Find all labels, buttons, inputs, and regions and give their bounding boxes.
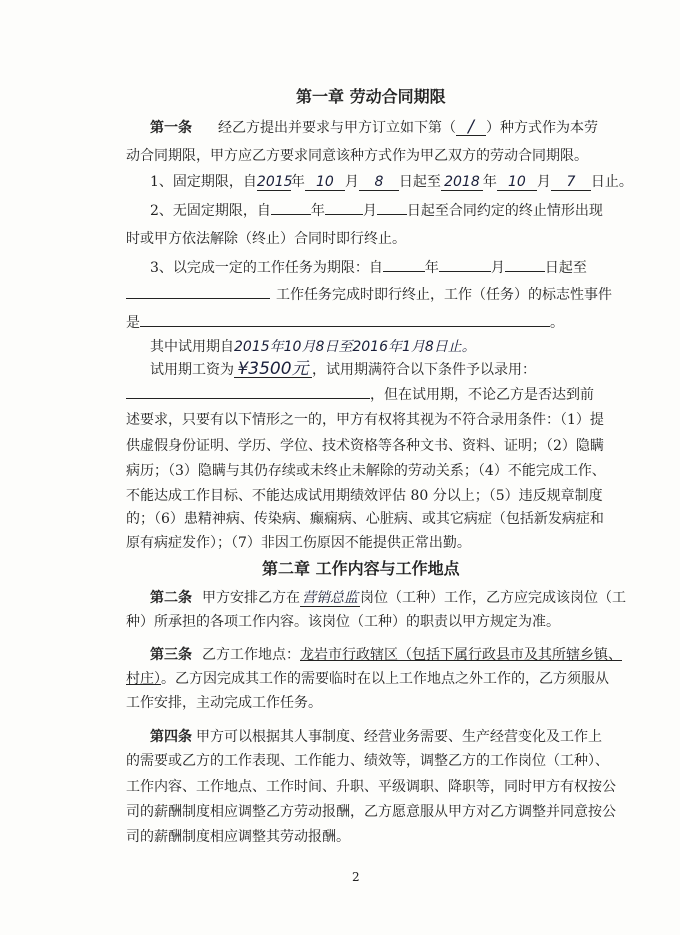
non-fixed-term-line-2: 时或甲方依法解除（终止）合同时即行终止。 bbox=[126, 231, 406, 247]
article-2-line-1 bbox=[150, 588, 626, 608]
article-1-label: 第一条 bbox=[150, 120, 192, 136]
probation-wage-line bbox=[150, 360, 536, 380]
word-day-from: 日起至 bbox=[398, 174, 441, 190]
non-fixed-term-line-1 bbox=[150, 201, 603, 221]
word-day-end: 日止。 bbox=[590, 174, 633, 190]
word-month: 月 bbox=[362, 203, 377, 219]
task-term-prefix: 3、以完成一定的工作任务为期限：自 bbox=[150, 260, 383, 276]
probation-period-line bbox=[150, 337, 476, 357]
article-1-line-1 bbox=[150, 118, 598, 138]
task-blank-1 bbox=[126, 298, 270, 299]
chapter-2-title: 第二章 工作内容与工作地点 bbox=[262, 559, 460, 578]
word-day-from: 日起至 bbox=[544, 260, 587, 276]
article-3-line-1 bbox=[150, 645, 622, 665]
job-position: 营销总监 bbox=[302, 590, 358, 606]
page-number: 2 bbox=[352, 870, 360, 884]
conditions-line-1 bbox=[126, 385, 594, 405]
article-3-label: 第三条 bbox=[150, 647, 192, 663]
task-term-line-1 bbox=[150, 258, 587, 278]
conditions-line-7: 原有病症发作）；（7）非因工伤原因不能提供正常出勤。 bbox=[126, 535, 471, 551]
non-fixed-year-blank bbox=[271, 214, 311, 215]
article-3-line-3: 工作安排，主动完成工作任务。 bbox=[126, 695, 322, 711]
word-month: 月 bbox=[536, 174, 551, 190]
task-term-is: 是 bbox=[126, 315, 140, 331]
article-3-line-2 bbox=[126, 669, 609, 689]
conditions-line-2: 述要求，只要有以下情形之一的，甲方有权将其视为不符合录用条件：（1）提 bbox=[126, 412, 604, 428]
article-3-text-b: 。乙方因完成其工作的需要临时在以上工作地点之外工作的，乙方须服从 bbox=[161, 671, 609, 687]
probation-prefix: 其中试用期自 bbox=[150, 339, 234, 355]
fixed-term-line bbox=[150, 172, 633, 192]
word-year: 年 bbox=[290, 174, 305, 190]
fixed-start-month: 10 bbox=[305, 174, 345, 191]
probation-wage-prefix: 试用期工资为 bbox=[150, 362, 234, 378]
conditions-blank bbox=[126, 398, 370, 399]
task-term-line-3 bbox=[126, 313, 564, 333]
article-2-text-a: 甲方安排乙方在 bbox=[202, 590, 300, 606]
non-fixed-day-blank bbox=[377, 214, 407, 215]
fixed-end-day: 7 bbox=[551, 174, 591, 191]
conditions-line-3: 供虚假身份证明、学历、学位、技术资格等各种文书、资料、证明；（2）隐瞒 bbox=[126, 438, 604, 454]
article-2-label: 第二条 bbox=[150, 590, 192, 606]
task-term-text: 工作任务完成时即行终止，工作（任务）的标志性事件 bbox=[276, 287, 612, 303]
fixed-end-year: 2018 bbox=[441, 174, 483, 191]
article-4-line-2: 的需要或乙方的工作表现、工作能力、绩效等，调整乙方的工作岗位（工种）、 bbox=[126, 753, 609, 769]
fixed-term-prefix: 1、固定期限，自 bbox=[150, 174, 257, 190]
conditions-line-5: 不能达成工作目标、不能达成试用期绩效评估 80 分以上；（5）违反规章制度 bbox=[126, 488, 603, 504]
article-4-line-5: 司的薪酬制度相应调整其劳动报酬。 bbox=[126, 829, 350, 845]
probation-wage-text: ，试用期满符合以下条件予以录用： bbox=[312, 362, 536, 378]
task-month-blank bbox=[439, 271, 491, 272]
article-1-text-a: 经乙方提出并要求与甲方订立如下第（ bbox=[218, 120, 456, 136]
word-month: 月 bbox=[344, 174, 359, 190]
word-month: 月 bbox=[490, 260, 505, 276]
conditions-line-6: 的；（6）患精神病、传染病、癫痫病、心脏病、或其它病症（包括新发病症和 bbox=[126, 511, 604, 527]
article-4-label: 第四条 bbox=[150, 729, 192, 745]
non-fixed-prefix: 2、无固定期限，自 bbox=[150, 203, 271, 219]
word-year: 年 bbox=[424, 260, 439, 276]
fixed-end-month: 10 bbox=[497, 174, 537, 191]
fixed-start-year: 2015 bbox=[256, 174, 293, 190]
work-location-2: 村庄） bbox=[126, 671, 161, 687]
task-event-blank bbox=[140, 326, 550, 327]
article-4-line-1 bbox=[150, 727, 602, 747]
article-2-line-2: 种）所承担的各项工作内容。该岗位（工种）的职责以甲方规定为准。 bbox=[126, 614, 560, 630]
probation-wage: ¥3500元 bbox=[234, 361, 312, 378]
article-2-text-b: 岗位（工种）工作，乙方应完成该岗位（工 bbox=[360, 590, 626, 606]
word-year: 年 bbox=[482, 174, 497, 190]
conditions-line-4: 病历；（3）隐瞒与其仍存续或未终止未解除的劳动关系；（4）不能完成工作、 bbox=[126, 463, 606, 479]
probation-period: 2015年10月8日至2016年1月8日止。 bbox=[234, 339, 476, 355]
task-year-blank bbox=[383, 271, 425, 272]
work-location-1: 龙岩市行政辖区（包括下属行政县市及其所辖乡镇、 bbox=[300, 647, 622, 663]
chapter-1-title: 第一章 劳动合同期限 bbox=[296, 87, 446, 106]
contract-type-choice: / bbox=[456, 119, 486, 136]
task-term-end: 。 bbox=[550, 315, 564, 331]
article-4-line-4: 司的薪酬制度相应调整乙方劳动报酬，乙方愿意服从甲方对乙方调整并同意按公 bbox=[126, 804, 616, 820]
article-1-line-2: 动合同期限，甲方应乙方要求同意该种方式作为甲乙双方的劳动合同期限。 bbox=[126, 148, 588, 164]
fixed-start-day: 8 bbox=[359, 174, 399, 191]
task-term-line-2 bbox=[126, 285, 612, 305]
conditions-text-1: ，但在试用期，不论乙方是否达到前 bbox=[370, 387, 594, 403]
article-4-line-3: 工作内容、工作地点、工作时间、升职、平级调职、降职等，同时甲方有权按公 bbox=[126, 779, 616, 795]
article-4-text-1: 甲方可以根据其人事制度、经营业务需要、生产经营变化及工作上 bbox=[196, 729, 602, 745]
task-day-blank bbox=[505, 271, 545, 272]
article-1-text-b: ）种方式作为本劳 bbox=[486, 120, 598, 136]
word-year: 年 bbox=[310, 203, 325, 219]
non-fixed-text: 日起至合同约定的终止情形出现 bbox=[406, 203, 603, 219]
article-3-text-a: 乙方工作地点： bbox=[202, 647, 300, 663]
non-fixed-month-blank bbox=[325, 214, 363, 215]
